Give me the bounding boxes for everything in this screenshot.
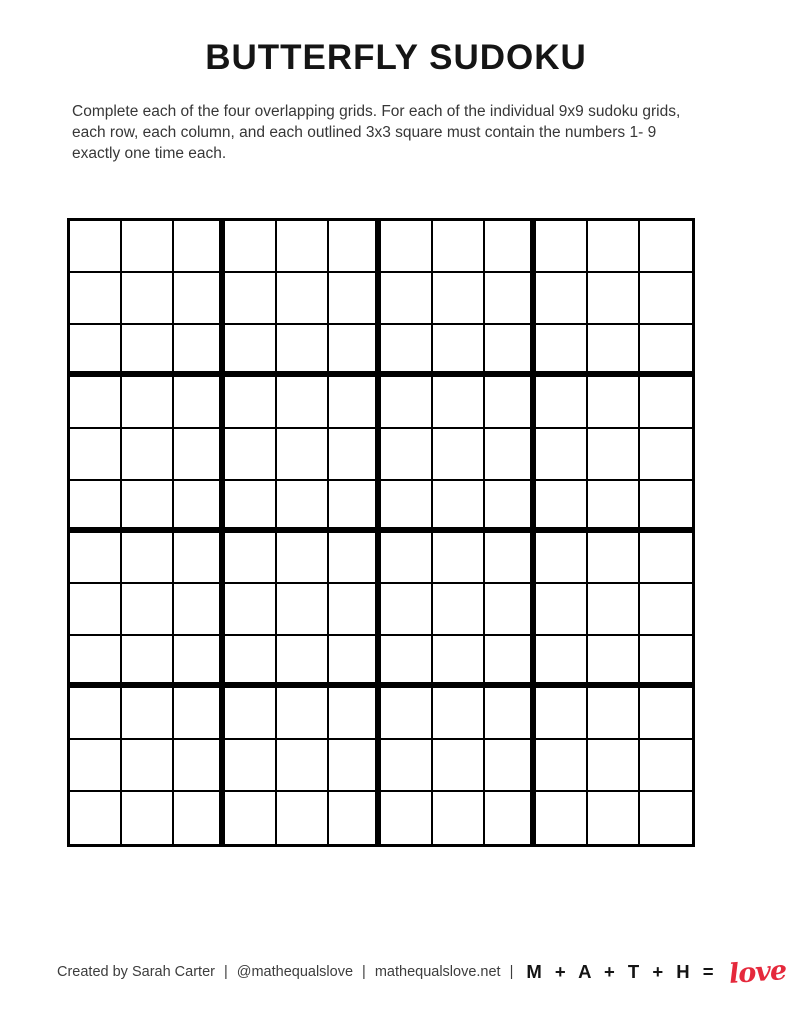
grid-cell (536, 636, 588, 688)
grid-cell (277, 740, 329, 792)
grid-cell (640, 688, 692, 740)
grid-cell (588, 429, 640, 481)
grid-cell (225, 792, 277, 844)
grid-cell (225, 377, 277, 429)
grid-cell (225, 481, 277, 533)
grid-cell (640, 792, 692, 844)
grid-cell (588, 584, 640, 636)
grid-cell (225, 533, 277, 585)
grid-cell (433, 481, 485, 533)
grid-cell (329, 221, 381, 273)
website-text: mathequalslove.net (374, 964, 501, 980)
grid-cell (329, 325, 381, 377)
grid-cell (536, 533, 588, 585)
grid-cell (174, 325, 226, 377)
grid-cell (485, 377, 537, 429)
grid-cell (277, 533, 329, 585)
grid-cell (381, 740, 433, 792)
grid-cell (277, 429, 329, 481)
grid-cell (640, 584, 692, 636)
grid-cell (174, 688, 226, 740)
grid-cell (381, 429, 433, 481)
instructions-line-3: exactly one time each. (72, 145, 227, 162)
grid-cell (640, 636, 692, 688)
page-title: BUTTERFLY SUDOKU (205, 38, 587, 77)
grid-cell (329, 636, 381, 688)
grid-cell (225, 584, 277, 636)
grid-cell (122, 584, 174, 636)
grid-cell (329, 429, 381, 481)
grid-cell (433, 377, 485, 429)
grid-cell (433, 792, 485, 844)
grid-cell (433, 533, 485, 585)
grid-cell (122, 377, 174, 429)
grid-cell (122, 688, 174, 740)
grid-cell (277, 688, 329, 740)
grid-cell (640, 740, 692, 792)
logo-math-text: M + A + T + H = (526, 961, 718, 982)
grid-cell (485, 636, 537, 688)
grid-cell (485, 792, 537, 844)
grid-cell (536, 273, 588, 325)
grid-cell (381, 273, 433, 325)
grid-cell (70, 325, 122, 377)
grid-cell (174, 740, 226, 792)
grid-cell (122, 221, 174, 273)
grid-cell (640, 481, 692, 533)
grid-cell (329, 481, 381, 533)
grid-cell (225, 221, 277, 273)
separator: | (223, 964, 228, 980)
grid-cell (122, 273, 174, 325)
grid-cell (485, 325, 537, 377)
grid-cell (329, 688, 381, 740)
grid-cell (329, 792, 381, 844)
grid-cell (277, 273, 329, 325)
grid-cell (277, 584, 329, 636)
instructions-text (72, 101, 737, 164)
separator: | (362, 964, 366, 980)
grid-cell (588, 688, 640, 740)
grid-cell (122, 429, 174, 481)
grid-cell (122, 740, 174, 792)
sudoku-grid (67, 218, 695, 847)
grid-cell (485, 273, 537, 325)
grid-cell (174, 221, 226, 273)
grid-cell (70, 273, 122, 325)
grid-cell (174, 377, 226, 429)
grid-cell (640, 325, 692, 377)
grid-cell (485, 533, 537, 585)
grid-cell (122, 533, 174, 585)
grid-cell (329, 740, 381, 792)
grid-cell (588, 481, 640, 533)
grid-cell (225, 740, 277, 792)
grid-cell (433, 584, 485, 636)
credit-text: Created by Sarah Carter (57, 964, 215, 980)
grid-cell (70, 533, 122, 585)
grid-cell (174, 273, 226, 325)
grid-cell (122, 481, 174, 533)
grid-cell (381, 377, 433, 429)
grid-cell (277, 636, 329, 688)
grid-cell (433, 273, 485, 325)
grid-cell (381, 481, 433, 533)
grid-cell (588, 636, 640, 688)
grid-cell (277, 325, 329, 377)
grid-cell (225, 273, 277, 325)
grid-cell (122, 636, 174, 688)
grid-cell (225, 636, 277, 688)
grid-cell (329, 584, 381, 636)
grid-cell (588, 740, 640, 792)
grid-cell (433, 429, 485, 481)
grid-cell (640, 273, 692, 325)
grid-cell (174, 429, 226, 481)
grid-cell (174, 533, 226, 585)
grid-cell (329, 377, 381, 429)
grid-cell (588, 325, 640, 377)
grid-cell (536, 429, 588, 481)
grid-cell (485, 481, 537, 533)
grid-cell (536, 325, 588, 377)
grid-cell (70, 377, 122, 429)
grid-cell (122, 325, 174, 377)
grid-cell (536, 481, 588, 533)
grid-cell (640, 533, 692, 585)
grid-cell (433, 740, 485, 792)
grid-cell (70, 481, 122, 533)
instructions-line-2: each row, each column, and each outlined 3x3 square must contain the numbers 1- 9 (72, 124, 657, 141)
grid-cell (588, 792, 640, 844)
grid-cell (536, 221, 588, 273)
grid-cell (588, 221, 640, 273)
grid-cell (70, 429, 122, 481)
separator: | (509, 964, 514, 980)
grid-cell (485, 221, 537, 273)
grid-cell (536, 740, 588, 792)
grid-cell (70, 740, 122, 792)
grid-cell (485, 740, 537, 792)
grid-cell (536, 584, 588, 636)
grid-cell (225, 688, 277, 740)
grid-cell (485, 429, 537, 481)
grid-cell (536, 688, 588, 740)
grid-cell (485, 688, 537, 740)
grid-cell (536, 377, 588, 429)
grid-cell (329, 533, 381, 585)
grid-cell (277, 481, 329, 533)
grid-cell (277, 792, 329, 844)
grid-cell (174, 584, 226, 636)
grid-cell (277, 221, 329, 273)
grid-cell (70, 221, 122, 273)
grid-cell (381, 533, 433, 585)
grid-cell (329, 273, 381, 325)
grid-cell (277, 377, 329, 429)
grid-cell (381, 221, 433, 273)
grid-cell (225, 429, 277, 481)
grid-cell (433, 221, 485, 273)
grid-cell (381, 792, 433, 844)
grid-cell (381, 584, 433, 636)
grid-cell (588, 273, 640, 325)
grid-cell (70, 792, 122, 844)
grid-cell (174, 792, 226, 844)
logo-love-script: love (727, 954, 787, 990)
grid-cell (485, 584, 537, 636)
grid-cell (381, 636, 433, 688)
grid-cell (433, 325, 485, 377)
grid-cell (174, 481, 226, 533)
grid-cell (225, 325, 277, 377)
grid-cell (640, 221, 692, 273)
grid-cell (122, 792, 174, 844)
grid-cell (640, 377, 692, 429)
grid-cell (70, 636, 122, 688)
footer-credit (57, 950, 787, 994)
grid-cell (588, 533, 640, 585)
grid-cell (640, 429, 692, 481)
grid-cell (70, 584, 122, 636)
grid-cell (536, 792, 588, 844)
grid-cell (433, 688, 485, 740)
grid-cell (588, 377, 640, 429)
instructions-line-1: Complete each of the four overlapping grids. For each of the individual 9x9 sudoku grids, (72, 103, 681, 120)
grid-cell (70, 688, 122, 740)
grid-cell (433, 636, 485, 688)
grid-cell (381, 688, 433, 740)
grid-cell (174, 636, 226, 688)
grid-cell (381, 325, 433, 377)
social-handle: @mathequalslove (236, 964, 354, 980)
